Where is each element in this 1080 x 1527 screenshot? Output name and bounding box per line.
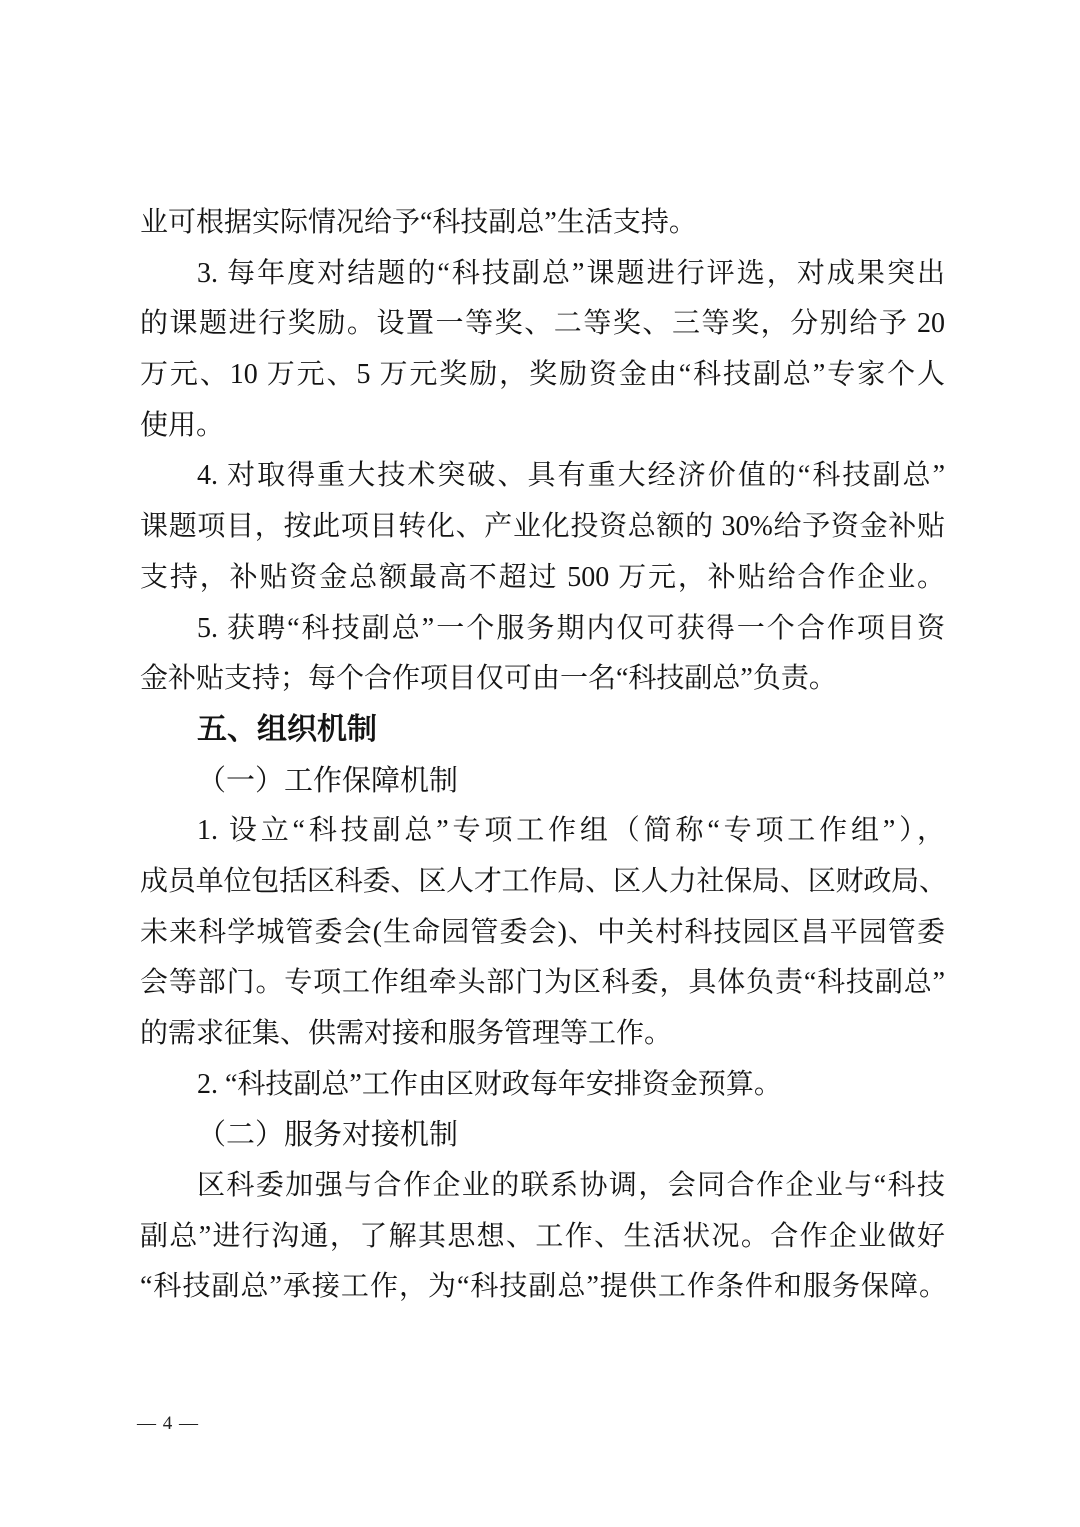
text-line: 课题项目，按此项目转化、产业化投资总额的 30%给予资金补贴 <box>140 511 945 543</box>
text-line: 3. 每年度对结题的“科技副总”课题进行评选，对成果突出 <box>197 257 945 289</box>
text-line: 的课题进行奖励。设置一等奖、二等奖、三等奖，分别给予 20 <box>140 308 945 340</box>
text-line: 1. 设立“科技副总”专项工作组（简称“专项工作组”）， <box>197 815 945 847</box>
text-line: 的需求征集、供需对接和服务管理等工作。 <box>140 1018 673 1049</box>
text-line: 未来科学城管委会(生命园管委会)、中关村科技园区昌平园管委 <box>140 916 945 948</box>
document-text-block <box>140 198 945 1313</box>
text-line: 5. 获聘“科技副总”一个服务期内仅可获得一个合作项目资 <box>197 612 945 644</box>
text-line: 使用。 <box>140 409 225 441</box>
text-line: 区科委加强与合作企业的联系协调，会同合作企业与“科技 <box>197 1170 945 1202</box>
text-line: 金补贴支持；每个合作项目仅可由一名“科技副总”负责。 <box>140 663 837 695</box>
text-line: 4. 对取得重大技术突破、具有重大经济价值的“科技副总” <box>197 460 945 492</box>
text-line: 业可根据实际情况给予“科技副总”生活支持。 <box>140 207 697 238</box>
section-heading: 五、组织机制 <box>197 712 377 746</box>
page-number: — 4 — <box>137 1413 199 1434</box>
text-line: 成员单位包括区科委、区人才工作局、区人力社保局、区财政局、 <box>140 865 945 897</box>
text-line: 2. “科技副总”工作由区财政每年安排资金预算。 <box>197 1068 782 1100</box>
subsection-heading: （二）服务对接机制 <box>197 1119 459 1152</box>
text-line: 万元、10 万元、5 万元奖励，奖励资金由“科技副总”专家个人 <box>140 359 945 391</box>
subsection-heading: （一）工作保障机制 <box>197 764 459 797</box>
text-line: “科技副总”承接工作，为“科技副总”提供工作条件和服务保障。 <box>140 1271 945 1303</box>
text-line: 支持，补贴资金总额最高不超过 500 万元，补贴给合作企业。 <box>140 561 945 593</box>
text-line: 会等部门。专项工作组牵头部门为区科委，具体负责“科技副总” <box>140 967 945 999</box>
text-line: 副总”进行沟通，了解其思想、工作、生活状况。合作企业做好 <box>140 1220 945 1252</box>
